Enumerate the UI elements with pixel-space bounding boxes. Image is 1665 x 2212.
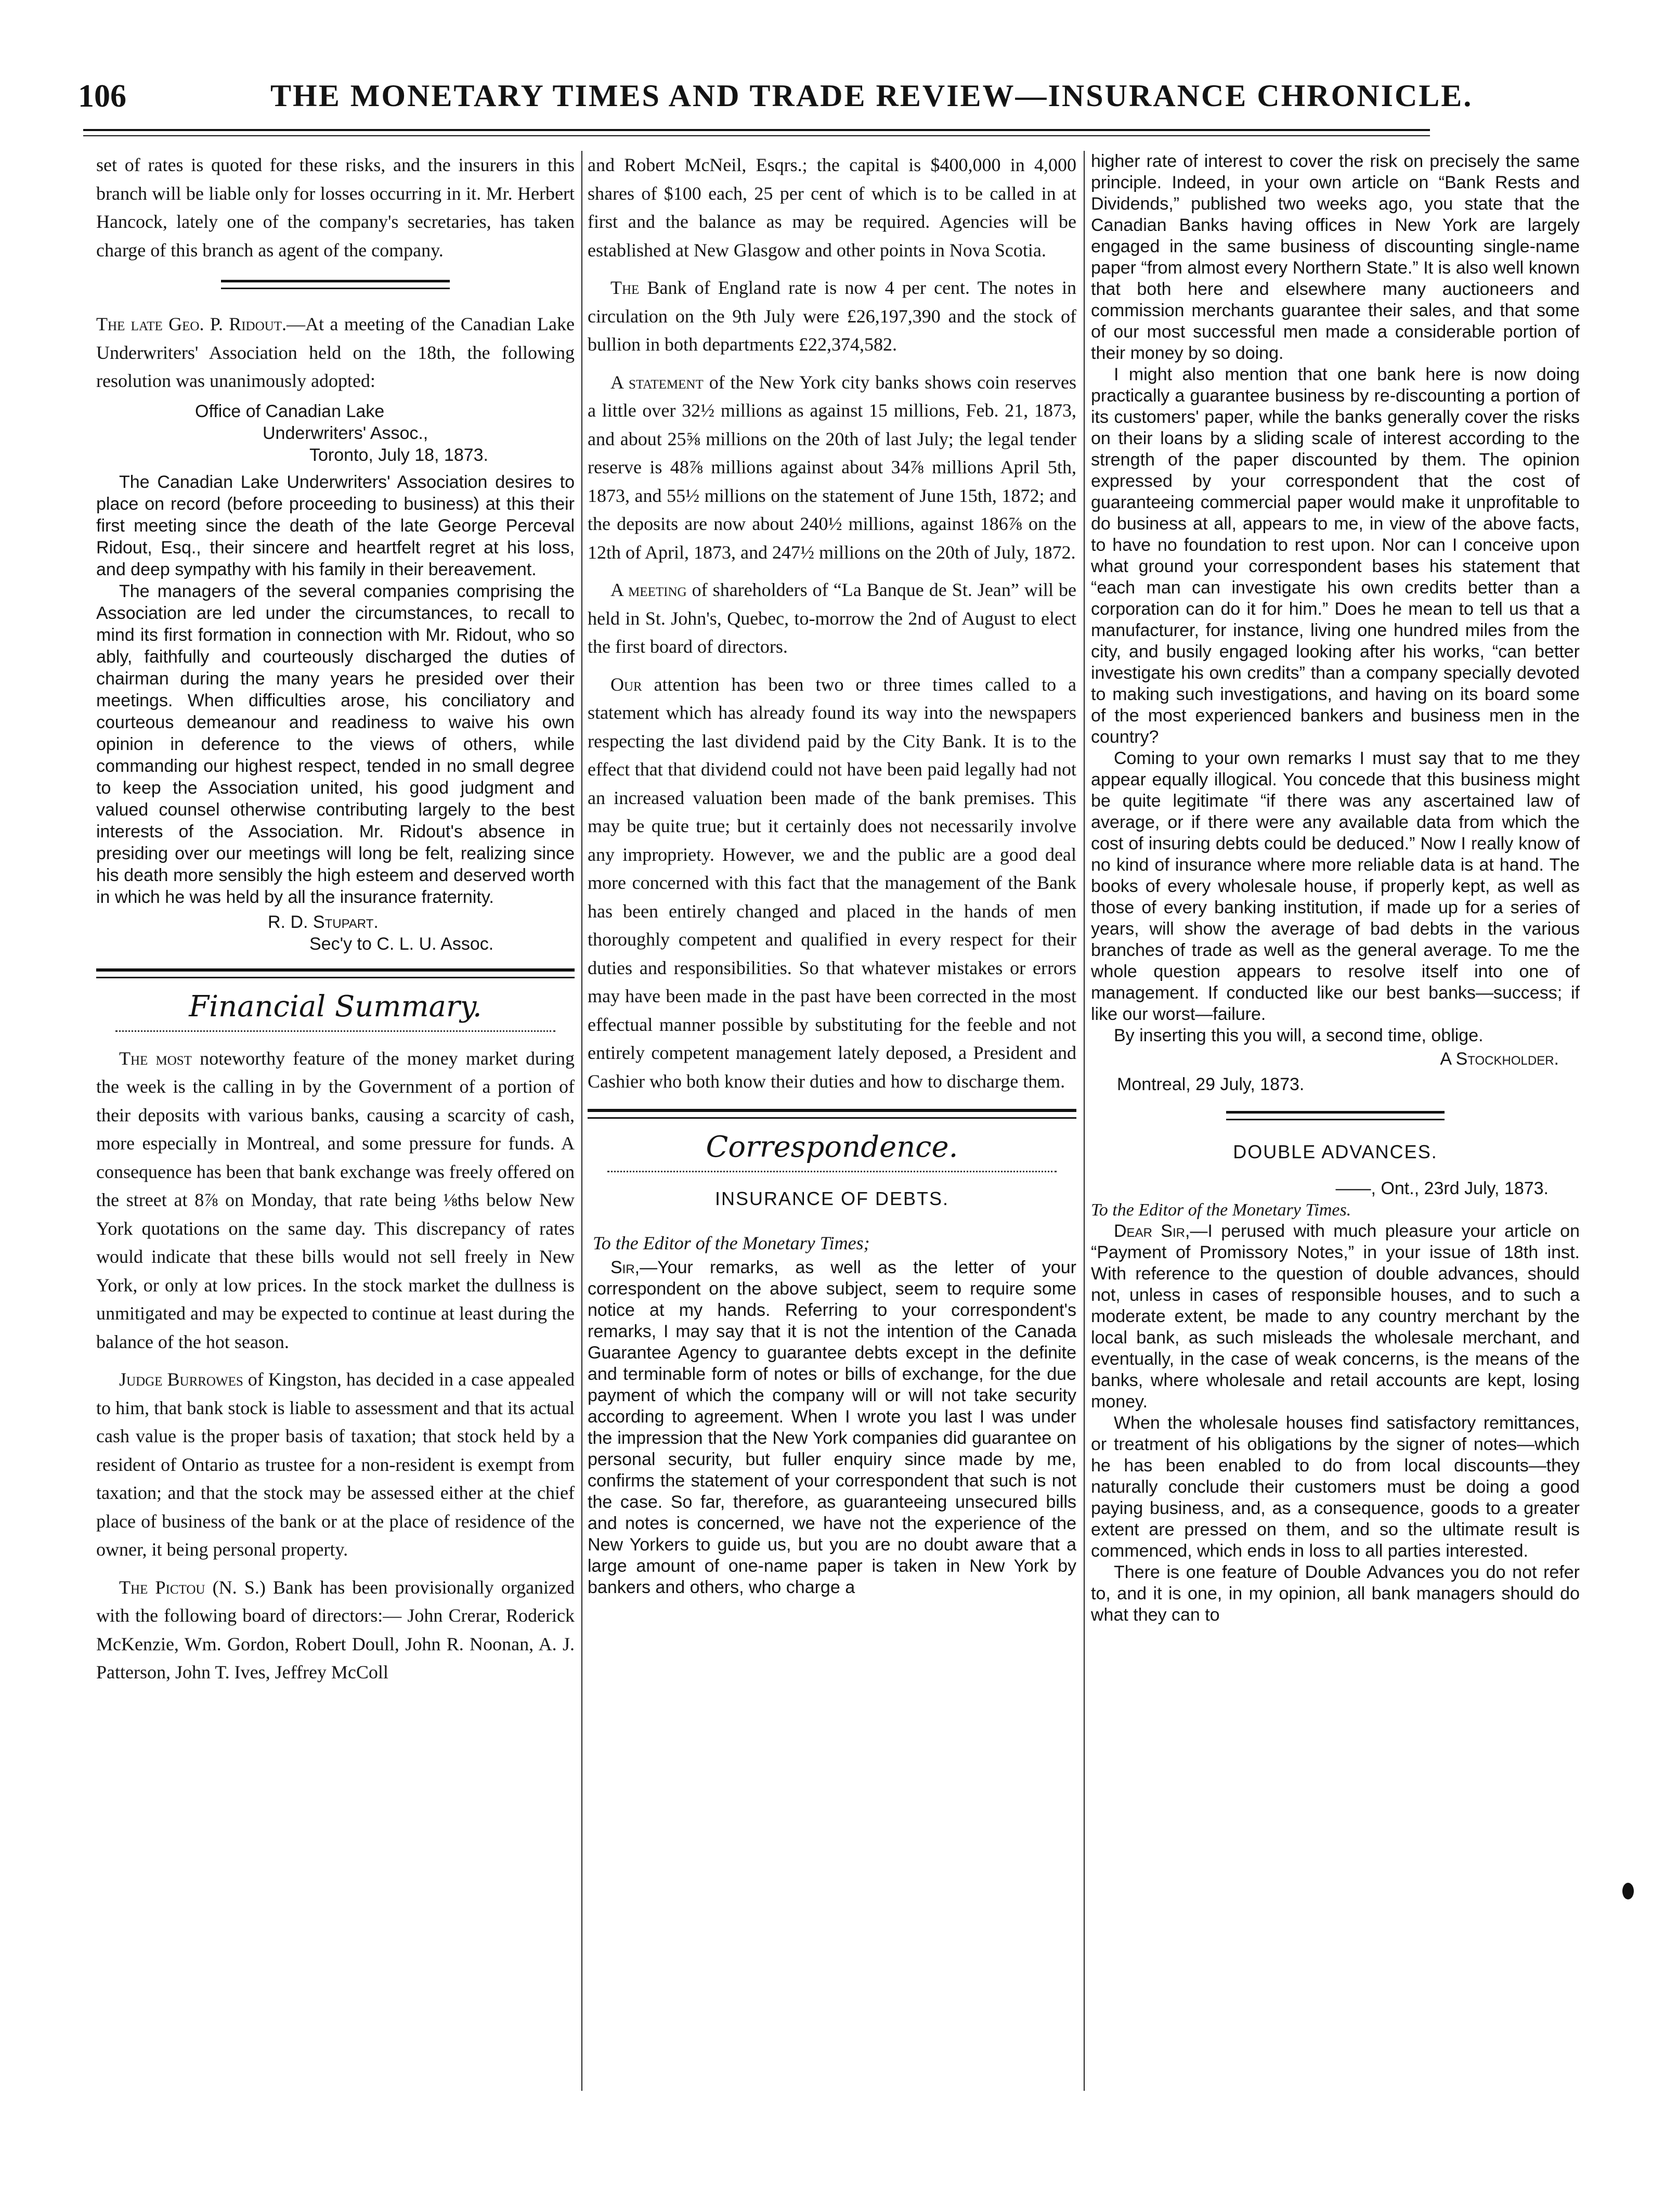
letter-paragraph [588,1257,1076,1598]
column-1 [96,151,575,2086]
page-header [78,78,1473,125]
ornament-rule [115,1030,555,1032]
signature-title: Sec'y to C. L. U. Assoc. [309,934,494,954]
article-paragraph [96,1365,575,1564]
lead-words: A statement [610,371,704,393]
lead-words: Our [610,674,642,695]
section-rule [96,968,575,978]
place-date: ——, Ont., 23rd July, 1873. [1335,1179,1549,1198]
article-text: Bank of England rate is now 4 per cent. The notes in circulation on the 9th July were £26,197,390 and the stock of bullion in both departments £22,374,582. [588,277,1076,355]
ink-mark [1622,1883,1634,1899]
resolution-paragraph: The Canadian Lake Underwriters' Association desires to place on record (before proceeding to business) at this their first meeting since the death of the late George Perceval Ridout, Esq., their sincere and heartfelt regret at his loss, and deep sympathy with his family in their bereavement. [96,472,575,579]
salutation: To the Editor of the Monetary Times. [1091,1200,1351,1220]
letter-paragraph: I might also mention that one bank here is now doing practically a guarantee business by re-discounting a portion of its customers' paper, while the banks generally cover the risks on their loans by a sliding scale of interest according to the strength of the paper discounted by them. The opinion expressed by your correspondent that the cost of guaranteeing commercial paper would make it unprofitable to do business at all, appears to me, in view of the above facts, to have no foundation to rest upon. Nor can I conceive upon what ground your correspondent bases his statement that “each man can investigate his own credits better than a corporation can do it for him.” Does he mean to tell us that a manufacturer, for instance, living one hundred miles from the city, and busily engaged looking after his works, “can better investigate his own credits” than a company specially devoted to making such investigations, and having on its board some of the most experienced bankers and business men in the country? [1091,365,1580,747]
column-divider [581,151,582,2091]
running-title: THE MONETARY TIMES AND TRADE REVIEW—INSURANCE CHRONICLE. [270,79,1473,113]
article-subhead: INSURANCE OF DEBTS. [714,1188,949,1209]
article-text: of the New York city banks shows coin reserves a little over 32½ millions as against 15 millions, Feb. 21, 1873, and about 25⅝ millions on the 20th of last July; the legal tender reserve is 48⅞ millions against about 34⅞ millions April 5th, 1873, and 55½ millions on the statement of June 15th, 1872; and the deposits are now about 240½ millions, against 186⅞ on the 12th of April, 1873, and 247½ millions on the 20th of July, 1872. [588,371,1076,563]
article-paragraph [96,1044,575,1356]
lead-words: The late Geo. P. Ridout. [96,314,287,334]
article-paragraph [588,576,1076,661]
letter-text: —I perused with much pleasure your article on “Payment of Promissory Notes,” in your issue of 18th inst. With reference to the question of double advances, should not, unless in cases of responsible houses, and to such a moderate extent, be made to any country merchant by the local bank, as such misleads the wholesale merchant, and eventually, in the case of weak concerns, is the means of the banks, where wholesale and retail accounts are kept, losing money. [1091,1221,1580,1412]
header-rule [83,129,1430,136]
lead-words: Dear Sir, [1114,1221,1190,1241]
ornament-rule [607,1171,1057,1172]
page-number: 106 [78,79,126,114]
article-paragraph [588,274,1076,359]
article-subhead: DOUBLE ADVANCES. [1233,1141,1438,1162]
lead-words: The [610,277,640,298]
column-2 [588,151,1076,2086]
article-text: attention has been two or three times called to a statement which has already found its way into the newspapers respecting the last dividend paid by the City Bank. It is to the effect that that dividend could not have been paid legally had not an increased valuation been made of the bank premises. This may be quite true; but it certainly does not necessarily involve any impropriety. However, we and the public are a good deal more concerned with this fact that the management of the Bank has been entirely changed and placed in the hands of men thoroughly competent and qualified in every respect for their duties and responsibilities. So that whatever mistakes or errors may have been made in the past have been corrected in the most effectual manner possible by substituting for the feeble and not entirely competent management lately deposed, a President and Cashier who both know their duties and how to discharge them. [588,674,1076,1092]
article-paragraph [588,670,1076,1096]
column-divider [1084,151,1085,2091]
letter-paragraph: When the wholesale houses find satisfactory remittances, or treatment of his obligations by the signer of notes—which he has been enabled to do from local discounts—they naturally conclude their customers must be doing a good paying business, and, as a consequence, goods to a greater extent are pressed on them, and so the ultimate result is commenced, which ends in loss to all parties interested. [1091,1413,1580,1561]
lead-words: The Pictou [119,1576,205,1598]
letter-paragraph [1091,1221,1580,1413]
article-text: of Kingston, has decided in a case appealed to him, that bank stock is liable to assessment and that its actual cash value is the proper basis of taxation; that stock held by a resident of Ontario as trustee for a non-resident is exempt from taxation; and that the stock may be assessed either at the chief place of business of the bank or at the place of residence of the owner, it being personal property. [96,1369,575,1560]
letter-dateline: Montreal, 29 July, 1873. [1117,1075,1305,1094]
article-paragraph: and Robert McNeil, Esqrs.; the capital is $400,000 in 4,000 shares of $100 each, 25 per cent of which is to be called in at first and the balance as may be required. Agencies will be established at New Glasgow and other points in Nova Scotia. [588,154,1076,261]
signature-name: R. D. Stupart. [268,912,379,932]
lead-words: Judge Burrowes [119,1369,243,1390]
article-paragraph [96,1573,575,1687]
article-text: of shareholders of “La Banque de St. Jean” will be held in St. John's, Quebec, to-morrow the 2nd of August to elect the first board of directors. [588,579,1076,657]
section-rule [588,1109,1076,1119]
column-3 [1091,151,1580,2086]
resolution-paragraph: The managers of the several companies comprising the Association are led under the circumstances, to recall to mind its first formation in connection with Mr. Ridout, who so ably, faithfully and courteously discharged the duties of chairman during the many years he presided over their meetings. When difficulties arose, his conciliatory and courteous demeanour and readiness to waive his own opinion in deference to the views of others, while commanding our highest respect, tended in no small degree to keep the Association united, his good judgment and valued counsel otherwise contributing largely to the best interests of the Association. Mr. Ridout's absence in presiding over our meetings will long be felt, realizing since his death more sensibly the high esteem and deserved worth in which he was held by all the insurance fraternity. [96,581,575,907]
article-text: noteworthy feature of the money market during the week is the calling in by the Government of a portion of their deposits with various banks, causing a scarcity of cash, more especially in Montreal, and some pressure for funds. A consequence has been that bank exchange was freely offered on the street at 8⅞ on Monday, that rate being ⅛ths below New York quotations on the same day. This discrepancy of rates would indicate that these bills would not sell freely in New York, or only at low prices. In the stock market the dullness is unmitigated and may be expected to continue at least during the balance of the hot season. [96,1047,575,1352]
section-title: Correspondence. [706,1130,958,1164]
letter-signature: A Stockholder. [1440,1049,1559,1069]
article-paragraph [96,310,575,395]
article-paragraph: set of rates is quoted for these risks, and the insurers in this branch will be liable only for losses occurring in it. Mr. Herbert Hancock, lately one of the company's secretaries, has taken charge of this branch as agent of the company. [96,154,575,261]
article-text: —At a meeting of the Canadian Lake Underwriters' Association held on the 18th, the following resolution was unanimously adopted: [96,314,575,391]
article-paragraph [588,368,1076,567]
letter-text: —Your remarks, as well as the letter of your correspondent on the above subject, seem to require some notice at my hands. Referring to your correspondent's remarks, I may say that it is not the intention of the Canada Guarantee Agency to guarantee debts except in the definite and terminable form of notes or bills of exchange, for the due payment of which the company will or will not take security according to agreement. When I wrote you last I was under the impression that the New York companies did guarantee on personal security, but fuller enquiry since made by me, confirms the statement of your correspondent that such is not the case. So far, therefore, as guaranteeing unsecured bills and notes is concerned, we have not the experience of the New Yorkers to guide us, but you are no doubt aware that a large amount of one-name paper is taken in New York by bankers and others, who charge a [588,1258,1076,1597]
resolution-block [96,400,575,955]
office-line: Toronto, July 18, 1873. [309,445,489,465]
section-title: Financial Summary. [189,989,482,1024]
lead-words: Sir, [610,1258,640,1277]
office-line: Underwriters' Assoc., [263,423,428,443]
letter-paragraph: By inserting this you will, a second time, oblige. [1114,1026,1484,1045]
lead-words: The most [119,1047,192,1069]
section-rule [221,280,450,289]
lead-words: A meeting [610,579,687,600]
letter-paragraph: There is one feature of Double Advances you do not refer to, and it is one, in my opinion, all bank managers should do what they can to [1091,1562,1580,1625]
letter-paragraph: higher rate of interest to cover the risk on precisely the same principle. Indeed, in your own article on “Bank Rests and Dividends,” published two weeks ago, you state that the Canadian Banks having offices in New York are largely engaged in the same business of discounting single-name paper “from almost every Northern State.” It is also well known that both here and elsewhere many auctioneers and commission merchants guarantee their sales, and that some of our most successful men made a considerable portion of their money by so doing. [1091,151,1580,363]
article-text: (N. S.) Bank has been provisionally organized with the following board of directors:— John Crerar, Roderick McKenzie, Wm. Gordon, Robert Doull, John R. Noonan, A. J. Patterson, John T. Ives, Jeffrey McColl [96,1576,575,1683]
letter-paragraph: Coming to your own remarks I must say that to me they appear equally illogical. You concede that this business might be quite legitimate “if there was any ascertained law of average, or if there were any available data from which the cost of insuring debts could be deduced.” Now I really know of no kind of insurance where more reliable data is at hand. The books of every wholesale house, if properly kept, as well as those of every banking institution, if made up for a series of years, will show the average of bad debts in the various branches of trade as well as the general average. To me the whole question appears to resolve itself into one of management. If conducted like our best banks—success; if like our worst—failure. [1091,748,1580,1024]
salutation: To the Editor of the Monetary Times; [593,1232,870,1253]
section-rule [1226,1111,1445,1120]
office-line: Office of Canadian Lake [195,401,385,421]
